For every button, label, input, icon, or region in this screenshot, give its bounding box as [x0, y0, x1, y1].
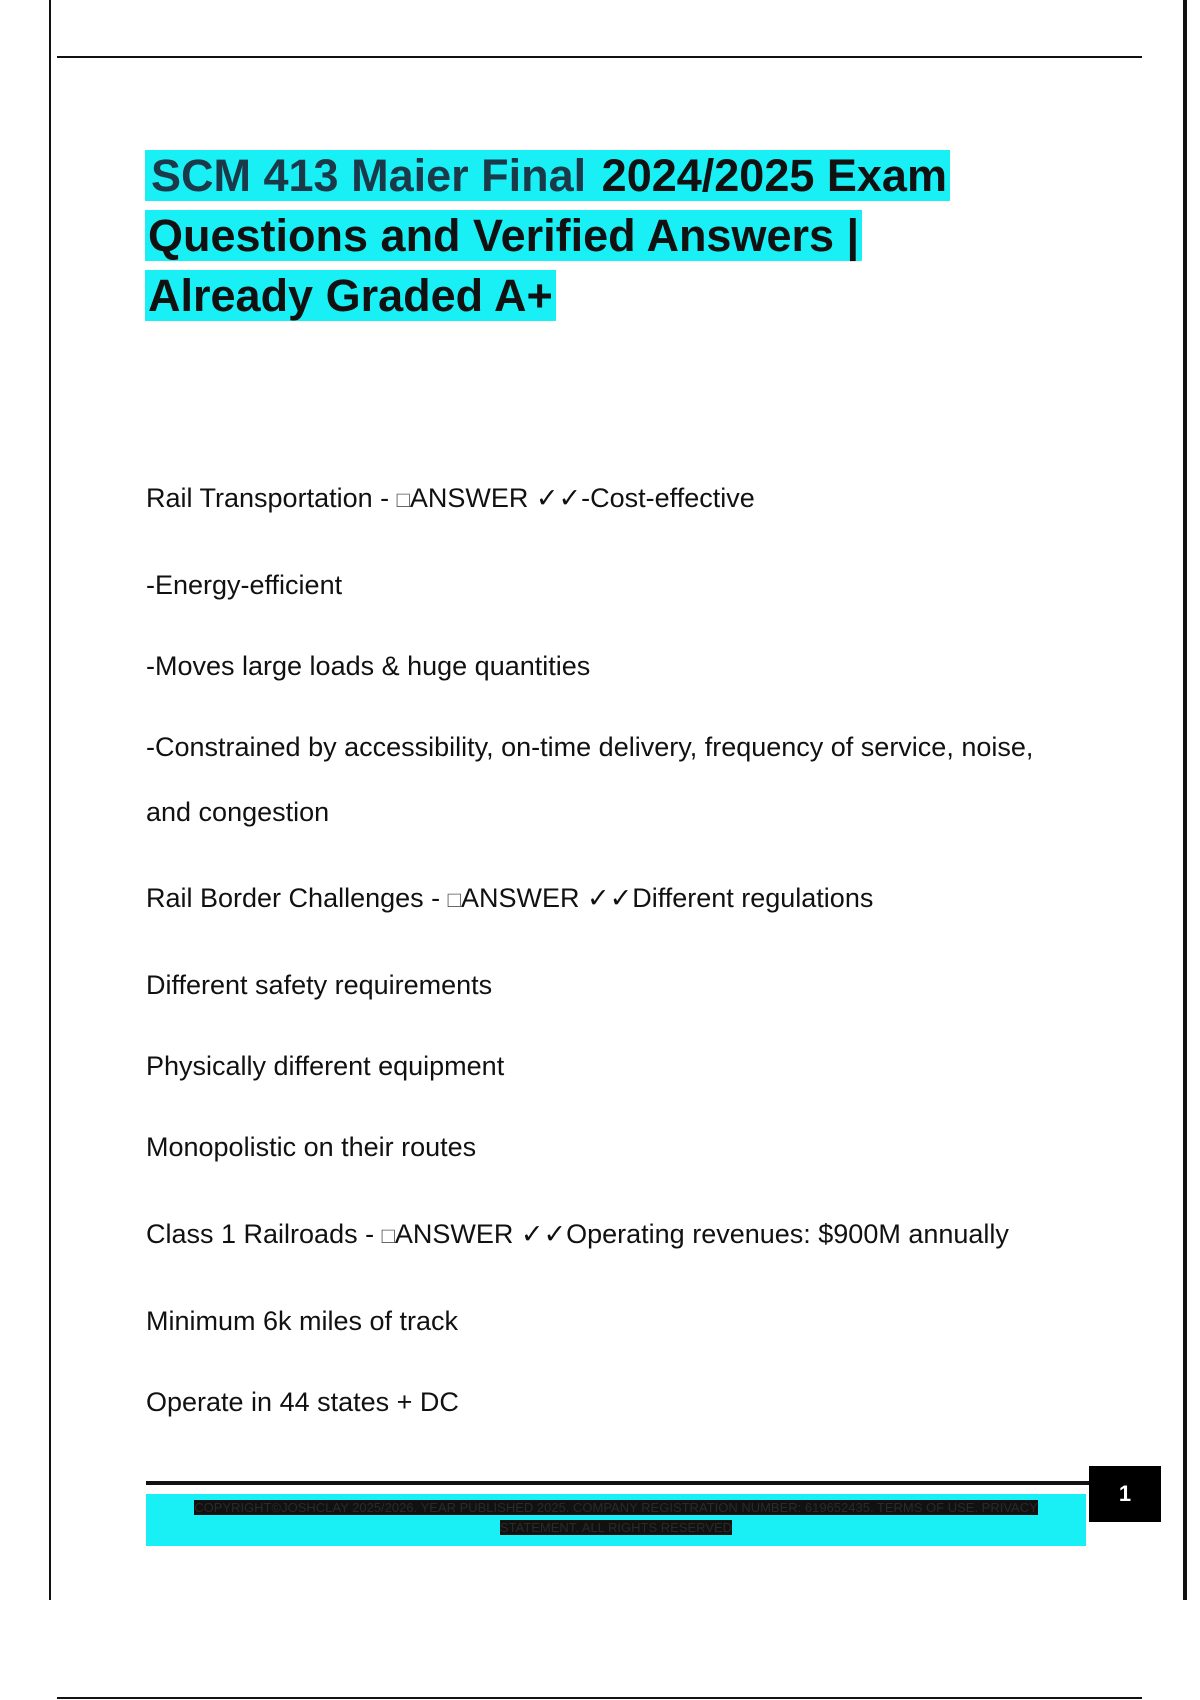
- page-right-border: [1183, 0, 1187, 1600]
- answer-line: Minimum 6k miles of track: [146, 1306, 459, 1336]
- answer-line: -Energy-efficient: [146, 570, 343, 600]
- question-rail-border-challenges: Rail Border Challenges - □ANSWER ✓✓Different regulations: [146, 883, 874, 913]
- copyright-footer: [146, 1494, 1086, 1546]
- document-title: [145, 146, 1045, 326]
- answer-line: Monopolistic on their routes: [146, 1132, 477, 1162]
- page-number: 1: [1089, 1466, 1161, 1522]
- question-rail-transportation: Rail Transportation - □ANSWER ✓✓-Cost-effective: [146, 483, 755, 513]
- copyright-line-1: COPYRIGHT©JOSHCLAY 2025/2026. YEAR PUBLISHED 2025. COMPANY REGISTRATION NUMBER: 619652435. TERMS OF USE. PRIVACY: [194, 1500, 1038, 1515]
- title-line-1: SCM 413 Maier Final 2024/2025 Exam: [145, 150, 950, 201]
- answer-line: Operate in 44 states + DC: [146, 1387, 459, 1417]
- title-line-2: Questions and Verified Answers |: [145, 210, 862, 261]
- page-left-border: [49, 0, 51, 1600]
- answer-marker-icon: □: [381, 1223, 395, 1248]
- answer-line: Different safety requirements: [146, 970, 493, 1000]
- answer-line: -Constrained by accessibility, on-time delivery, frequency of service, noise,: [146, 732, 1034, 762]
- answer-line: Physically different equipment: [146, 1051, 505, 1081]
- answer-marker-icon: □: [396, 487, 410, 512]
- next-page-rule: [57, 1697, 1142, 1699]
- answer-marker-icon: □: [447, 887, 461, 912]
- answer-line: and congestion: [146, 797, 330, 827]
- copyright-line-2: STATEMENT. ALL RIGHTS RESERVED: [499, 1520, 733, 1535]
- question-class-1-railroads: Class 1 Railroads - □ANSWER ✓✓Operating revenues: $900M annually: [146, 1219, 1009, 1249]
- title-line-3: Already Graded A+: [145, 270, 556, 321]
- header-rule: [57, 56, 1142, 58]
- answer-line: -Moves large loads & huge quantities: [146, 651, 591, 681]
- footer-rule: [146, 1481, 1091, 1485]
